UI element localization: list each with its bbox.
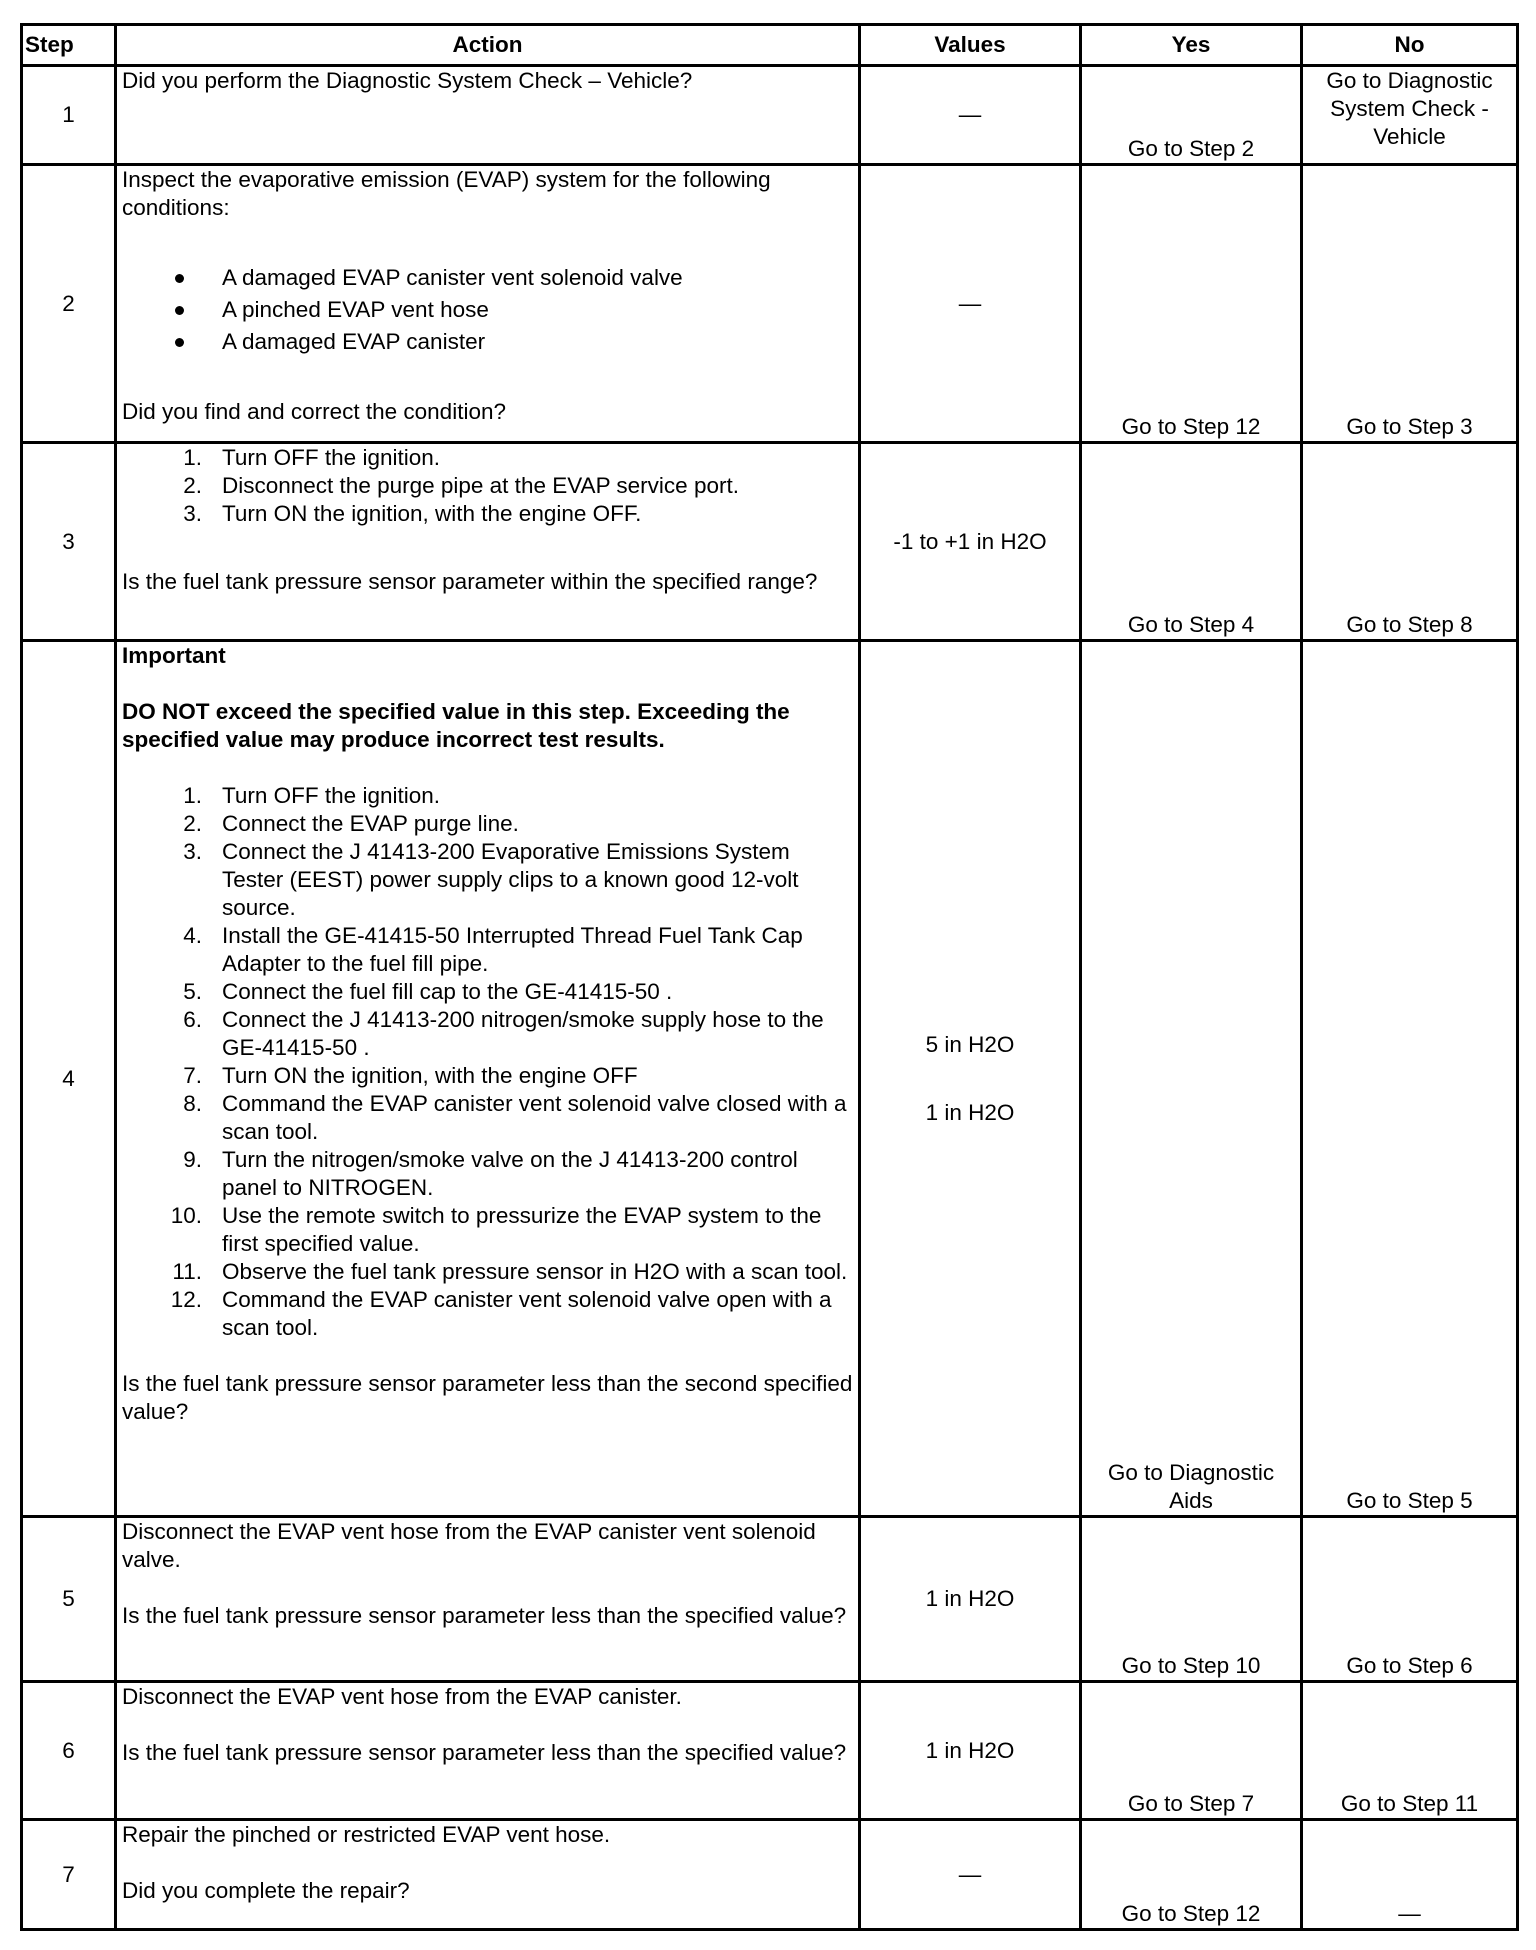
question-text: Is the fuel tank pressure sensor parameter within the specified range? — [122, 569, 818, 594]
list-item-text: Connect the EVAP purge line. — [222, 811, 519, 836]
action-cell — [116, 443, 860, 641]
yes-cell: Go to Step 2 — [1081, 66, 1302, 165]
list-item — [122, 294, 853, 326]
list-item-text: Disconnect the purge pipe at the EVAP service port. — [222, 473, 739, 498]
table-row — [22, 165, 1518, 443]
value-cell: 1 in H2O — [860, 1517, 1081, 1682]
header-action: Action — [116, 25, 860, 66]
list-item: 8. Command the EVAP canister vent solenoid valve closed with a scan tool. — [183, 1091, 847, 1144]
no-cell: — — [1302, 1820, 1518, 1930]
important-text: DO NOT exceed the specified value in this step. Exceeding the specified value may produce incorrect test results. — [122, 699, 790, 752]
table-row — [22, 1820, 1518, 1930]
condition-list — [122, 262, 853, 358]
yes-cell: Go to Step 12 — [1081, 165, 1302, 443]
list-item: 1. Turn OFF the ignition. — [183, 783, 441, 808]
list-item — [122, 326, 853, 358]
list-item: 1. Turn OFF the ignition. — [183, 445, 441, 470]
no-cell: Go to Diagnostic System Check - Vehicle — [1302, 66, 1518, 165]
table-row — [22, 443, 1518, 641]
list-item-text: A damaged EVAP canister vent solenoid valve — [222, 265, 683, 290]
table-row — [22, 1682, 1518, 1820]
question-text: Is the fuel tank pressure sensor parameter less than the second specified value? — [122, 1371, 853, 1424]
action-cell — [116, 66, 860, 165]
step-number: 1 — [22, 66, 116, 165]
list-item-text: A pinched EVAP vent hose — [222, 297, 489, 322]
intro-text: Disconnect the EVAP vent hose from the EVAP canister. — [122, 1684, 682, 1709]
list-item-text: Use the remote switch to pressurize the EVAP system to the first specified value. — [222, 1203, 822, 1256]
list-item-text: Command the EVAP canister vent solenoid valve open with a scan tool. — [222, 1287, 832, 1340]
no-cell: Go to Step 6 — [1302, 1517, 1518, 1682]
list-item: 12. Command the EVAP canister vent solenoid valve open with a scan tool. — [170, 1287, 832, 1340]
action-cell — [116, 1682, 860, 1820]
list-item: 3. Connect the J 41413-200 Evaporative Emissions System Tester (EEST) power supply clips to a known good 12-volt source. — [183, 839, 799, 920]
list-item: 9. Turn the nitrogen/smoke valve on the J 41413-200 control panel to NITROGEN. — [183, 1147, 798, 1200]
bullet-icon — [175, 274, 184, 283]
list-item-text: Connect the fuel fill cap to the GE-41415-50 . — [222, 979, 673, 1004]
step-number: 5 — [22, 1517, 116, 1682]
step-number: 2 — [22, 165, 116, 443]
list-item-text: Turn OFF the ignition. — [222, 783, 441, 808]
step-number: 4 — [22, 641, 116, 1517]
step-number: 3 — [22, 443, 116, 641]
question-text: Did you complete the repair? — [122, 1878, 410, 1903]
no-cell: Go to Step 5 — [1302, 641, 1518, 1517]
list-item: 6. Connect the J 41413-200 nitrogen/smoke supply hose to the GE-41415-50 . — [183, 1007, 824, 1060]
action-cell — [116, 641, 860, 1517]
intro-text: Disconnect the EVAP vent hose from the EVAP canister vent solenoid valve. — [122, 1519, 816, 1572]
value-cell: -1 to +1 in H2O — [860, 443, 1081, 641]
list-item: 5. Connect the fuel fill cap to the GE-41415-50 . — [183, 979, 673, 1004]
bullet-icon — [175, 306, 184, 315]
important-title: Important — [122, 643, 226, 668]
list-item-text: Turn OFF the ignition. — [222, 445, 441, 470]
list-item-text: Install the GE-41415-50 Interrupted Thread Fuel Tank Cap Adapter to the fuel fill pipe. — [222, 923, 803, 976]
list-item — [122, 262, 853, 294]
value-cell: — — [860, 165, 1081, 443]
value-second: 1 in H2O — [925, 1099, 1015, 1125]
header-values: Values — [860, 25, 1081, 66]
question-text: Is the fuel tank pressure sensor parameter less than the specified value? — [122, 1603, 847, 1628]
list-item: 4. Install the GE-41415-50 Interrupted Thread Fuel Tank Cap Adapter to the fuel fill pipe. — [183, 923, 803, 976]
list-item: 3. Turn ON the ignition, with the engine OFF. — [183, 501, 642, 526]
no-cell: Go to Step 3 — [1302, 165, 1518, 443]
value-cell: 1 in H2O — [860, 1682, 1081, 1820]
list-item: 2. Connect the EVAP purge line. — [183, 811, 519, 836]
header-step: Step — [22, 25, 116, 66]
header-no: No — [1302, 25, 1518, 66]
diagnostic-table — [20, 23, 1519, 1931]
list-item-text: Turn ON the ignition, with the engine OFF. — [222, 501, 642, 526]
header-row — [22, 25, 1518, 66]
value-first: 5 in H2O — [925, 1031, 1015, 1057]
list-item: 7. Turn ON the ignition, with the engine OFF — [183, 1063, 638, 1088]
yes-cell: Go to Step 4 — [1081, 443, 1302, 641]
question-text: Is the fuel tank pressure sensor parameter less than the specified value? — [122, 1740, 847, 1765]
value-cell: — — [860, 66, 1081, 165]
list-item-text: Connect the J 41413-200 Evaporative Emissions System Tester (EEST) power supply clips to a known good 12-volt source. — [222, 839, 799, 920]
list-item: 11. Observe the fuel tank pressure sensor in H2O with a scan tool. — [172, 1259, 848, 1284]
table-row — [22, 66, 1518, 165]
list-item-text: Turn ON the ignition, with the engine OFF — [222, 1063, 638, 1088]
step-number: 6 — [22, 1682, 116, 1820]
no-cell: Go to Step 8 — [1302, 443, 1518, 641]
procedure-list — [122, 444, 853, 528]
list-item-text: Observe the fuel tank pressure sensor in H2O with a scan tool. — [222, 1259, 848, 1284]
action-cell — [116, 165, 860, 443]
question-text: Did you find and correct the condition? — [122, 399, 506, 424]
step-number: 7 — [22, 1820, 116, 1930]
action-cell — [116, 1820, 860, 1930]
intro-text: Inspect the evaporative emission (EVAP) system for the following conditions: — [122, 167, 771, 220]
list-item-text: A damaged EVAP canister — [222, 329, 486, 354]
yes-cell: Go to Diagnostic Aids — [1081, 641, 1302, 1517]
bullet-icon — [175, 338, 184, 347]
intro-text: Repair the pinched or restricted EVAP vent hose. — [122, 1822, 611, 1847]
value-cell: — — [860, 1820, 1081, 1930]
list-item: 10. Use the remote switch to pressurize the EVAP system to the first specified value. — [170, 1203, 822, 1256]
header-yes: Yes — [1081, 25, 1302, 66]
yes-cell: Go to Step 10 — [1081, 1517, 1302, 1682]
list-item-text: Turn the nitrogen/smoke valve on the J 41413-200 control panel to NITROGEN. — [222, 1147, 798, 1200]
action-cell — [116, 1517, 860, 1682]
no-cell: Go to Step 11 — [1302, 1682, 1518, 1820]
yes-cell: Go to Step 12 — [1081, 1820, 1302, 1930]
list-item-text: Command the EVAP canister vent solenoid valve closed with a scan tool. — [222, 1091, 847, 1144]
yes-cell: Go to Step 7 — [1081, 1682, 1302, 1820]
list-item-text: Connect the J 41413-200 nitrogen/smoke supply hose to the GE-41415-50 . — [222, 1007, 824, 1060]
value-cell — [860, 641, 1081, 1517]
procedure-list — [122, 782, 853, 1342]
list-item: 2. Disconnect the purge pipe at the EVAP service port. — [183, 473, 739, 498]
table-row — [22, 641, 1518, 1517]
table-row — [22, 1517, 1518, 1682]
question-text: Did you perform the Diagnostic System Check – Vehicle? — [122, 68, 693, 93]
